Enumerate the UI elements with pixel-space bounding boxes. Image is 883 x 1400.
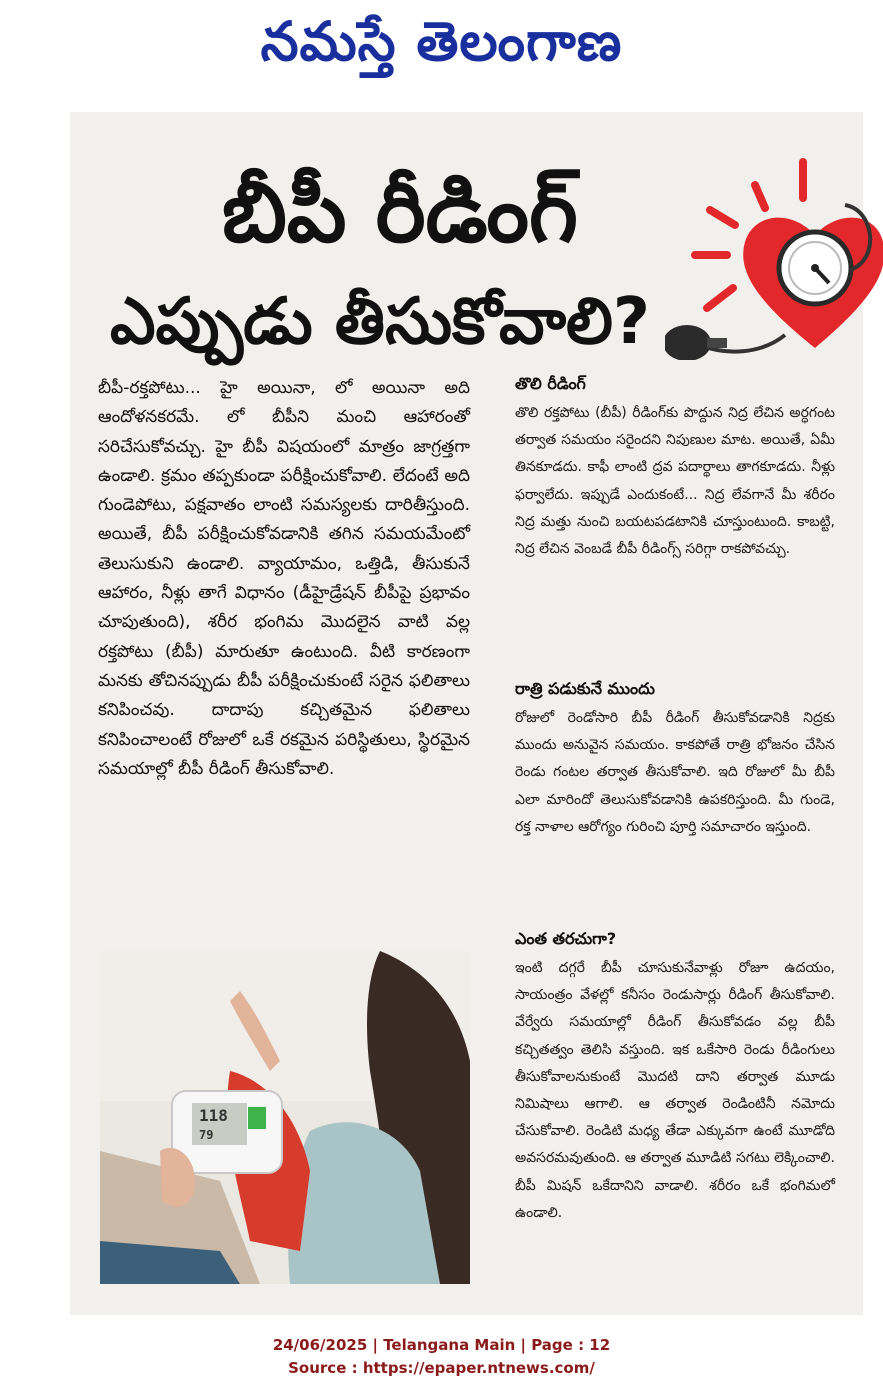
- intro-paragraph: బీపీ-రక్తపోటు... హై అయినా, లో అయినా అది ఆందోళనకరమే. లో బీపీని మంచి ఆహారంతో సరిచేసుకోవచ్చు. హై బీపీ విషయంలో మాత్రం జాగ్రత్తగా ఉండాలి. క్రమం తప్పకుండా పరీక్షించుకోవాలి. లేదంటే అది గుండెపోటు, పక్షవాతం లాంటి సమస్యలకు దారితీస్తుంది. అయితే, బీపీ పరీక్షించుకోవడానికి తగిన సమయమేంటో తెలుసుకుని ఉండాలి. వ్యాయామం, ఒత్తిడి, తీసుకునే ఆహారం, నీళ్లు తాగే విధానం (డీహైడ్రేషన్ బీపీపై ప్రభావం చూపుతుంది), శరీర భంగిమ మొదలైన వాటి వల్ల రక్తపోటు (బీపీ) మారుతూ ఉంటుంది. వీటి కారణంగా మనకు తోచినప్పుడు బీపీ పరీక్షించుకుంటే సరైన ఫలితాలు కనిపించవు. దాదాపు కచ్చితమైన ఫలితాలు కనిపించాలంటే రోజులో ఒకే రకమైన పరిస్థితులు, స్థిరమైన సమయాల్లో బీపీ రీడింగ్ తీసుకోవాలి.: [98, 378, 470, 779]
- section-how-often: [515, 929, 835, 1227]
- heart-bp-gauge-illustration: [665, 150, 883, 360]
- section-heading: తొలి రీడింగ్: [515, 374, 586, 393]
- woman-bp-monitor-photo: [100, 951, 470, 1284]
- masthead-logo: నమస్తే తెలంగాణ: [260, 9, 623, 73]
- section-body: తొలి రక్తపోటు (బీపీ) రీడింగ్‌కు పొద్దున నిద్ర లేచిన అర్ధగంట తర్వాత సమయం సరైందని నిపుణుల మాట. అయితే, ఏమీ తినకూడదు. కాఫీ లాంటి ద్రవ పదార్థాలు తాగకూడదు. నీళ్లు ఫర్వాలేదు. ఇప్పుడే ఎందుకంటే... నిద్ర లేవగానే మీ శరీరం నిద్ర మత్తు నుంచి బయటపడటానికి చూస్తుంటుంది. కాబట్టి, నిద్ర లేచిన వెంబడే బీపీ రీడింగ్స్ సరిగ్గా రాకపోవచ్చు.: [515, 405, 835, 558]
- headline-line-1: బీపీ రీడింగ్: [221, 163, 578, 261]
- section-heading: ఎంత తరచుగా?: [515, 929, 617, 948]
- monitor-systolic: 118: [199, 1106, 228, 1125]
- intro-column: [98, 374, 470, 784]
- article-clipping: [70, 112, 863, 1315]
- section-body: రోజులో రెండోసారి బీపీ రీడింగ్ తీసుకోవడానికి నిద్రకు ముందు అనువైన సమయం. కాకపోతే రాత్రి భోజనం చేసిన రెండు గంటల తర్వాత తీసుకోవాలి. ఇది రోజులో మీ బీపీ ఎలా మారిందో తెలుసుకోవడానికి ఉపకరిస్తుంది. మీ గుండె, రక్త నాళాల ఆరోగ్యం గురించి పూర్తి సమాచారం ఇస్తుంది.: [515, 710, 835, 835]
- section-before-bed: [515, 679, 835, 841]
- headline-line-2: ఎప్పుడు తీసుకోవాలి?: [109, 285, 651, 359]
- footer-source: Source : https://epaper.ntnews.com/: [288, 1359, 595, 1377]
- section-first-reading: [515, 374, 835, 563]
- section-body: ఇంటి దగ్గరే బీపీ చూసుకునేవాళ్లు రోజూ ఉదయం, సాయంత్రం వేళల్లో కనీసం రెండుసార్లు రీడింగ్ తీసుకోవాలి. వేర్వేరు సమయాల్లో రీడింగ్ తీసుకోవడం వల్ల బీపీ కచ్చితత్వం తెలిసి వస్తుంది. ఇక ఒకేసారి రెండు రీడింగులు తీసుకోవాలనుకుంటే మొదటి దాని తర్వాత మూడు నిమిషాలు ఆగాలి. ఆ తర్వాత రెండింటినీ నమోదు చేసుకోవాలి. రెండిటి మధ్య తేడా ఎక్కువగా ఉంటే మూడోది అవసరమవుతుంది. ఆ తర్వాత మూడిటి సగటు లెక్కించాలి. బీపీ మిషన్ ఒకేదానిని వాడాలి. శరీరం ఒకే భంగిమలో ఉండాలి.: [515, 960, 835, 1221]
- footer-date-edition: 24/06/2025 | Telangana Main | Page : 12: [272, 1336, 611, 1354]
- monitor-diastolic: 79: [199, 1128, 214, 1142]
- section-heading: రాత్రి పడుకునే ముందు: [515, 679, 655, 698]
